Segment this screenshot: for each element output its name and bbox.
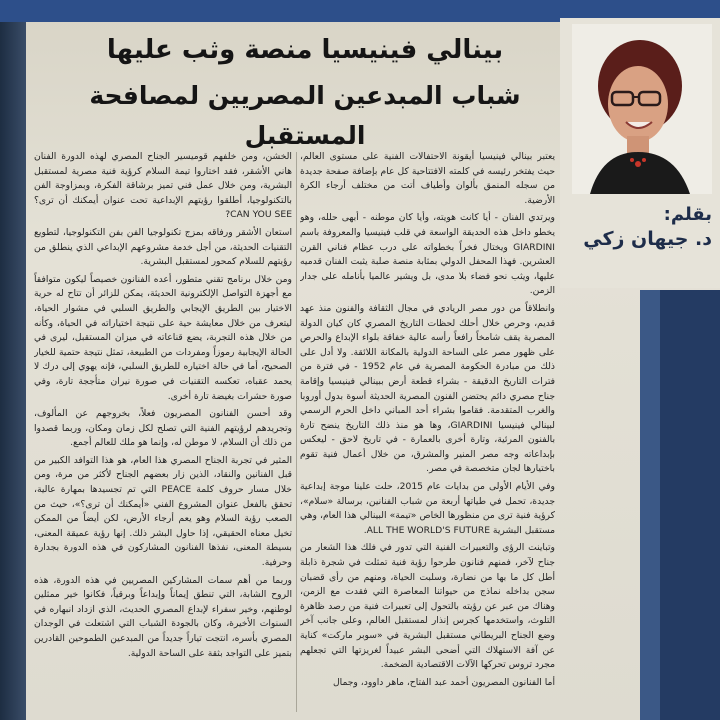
byline-label: بقلم:: [663, 204, 712, 225]
paragraph: ومن خلال برنامج تقني متطور، أعده الفنانون خصيصاً ليكون متوافقاً مع أجهزة التواصل الإلكترونية الحديثة، يمكن للزائر أن تتاح له حرية الاختيار بين الطريق الإيجابي والطريق السلبي في مشوار الحياة، ليتعرف من خلال معايشة حية على نتيجة اختياراته في الحياة، وكأنه من خلال هذه التجربة، يضع قناعاته في ميزان المستقبل، ليرى في الحالة الإيجابية رموزاً ومفردات من الطبيعة، تمثل نتيجة حتمية للخيار الصحيح، أما في حالة اختياره للطريق السلبي، فإنه يهوي إلى درك لا يحمد عقباه، تعكسه التقنيات في صورة نيران متأججة تارة، وفي صورة حشرات بغيضة تارة أخرى.: [34, 273, 292, 402]
paragraph: وقد أحسن الفنانون المصريون فعلاً، بخروجهم عن المألوف، وتجريدهم لرؤيتهم الفنية التي تصلح لكل زمان ومكان، وربما قصدوا من ذلك أن السلام، لا موطن له، وإنما هو ملك للعالم أجمع.: [34, 408, 292, 449]
paragraph: وربما من أهم سمات المشاركين المصريين في هذه الدورة، هذه الروح الشابة، التي تنطق إيماناً وإبداعاً وبرقياً، فكانوا خير ممثلين لوطنهم، وخير سفراء لإبداع المصري الحديث، الذي ازداد انبهاره في السنوات الأخيرة، وكان بالجودة الشباب التي اشتعلت في الوجدان المصري بأسره، انتجت تياراً جديداً من المبدعين الطموحين القادرين بتميز على التواجد بثقة على الساحة الدولية.: [34, 574, 292, 659]
paragraph: وتباينت الرؤى والتعبيرات الفنية التي تدور في فلك هذا الشعار من جناح لآخر، فمنهم فنانون طرحوا رؤية فنية تمثلت في شجرة ذابلة أطل كل ما بها من نضارة، وسلبت الحياة، ومنهم من رأى قضبان سجن بداخله نماذج من حيواتنا المعاصرة التي فقدت مع الزمن، وهناك من عبر عن رؤيته بالتحول إلى تعبيرات فنية من رصد ظاهرة التلوث، واستخدمها كجرس إنذار لمستقبل العالم، وعلى جانب آخر وضع الجناح البريطاني مستقبل البشرية في «سوبر ماركت» كناية عن آفة الاستهلاك التي أضحى البشر عبيداً لغريزتها التي تجعلهم مجرد تروس تحركها الآلات الاقتصادية الضخمة.: [300, 542, 555, 671]
right-page-edge: [640, 290, 720, 720]
headline-line-2: شباب المبدعين المصريين لمصافحة المستقبل: [89, 81, 521, 150]
paragraph: الخشن، ومن خلفهم قوميسير الجناح المصري لهذه الدورة الفنان هاني الأشقر، فقد اختاروا تيمة السلام كرؤية فنية مصرية لمستقبل البشرية، ومن خلال عمل فني تميز برشاقة الفكرة، وبمزاوجة الفن بالتكنولوجيا، أطلقوا رؤيتهم الإبداعية تحت عنوان أيمكنك أن ترى؟ CAN YOU SEE?: [34, 151, 292, 221]
article-column-left: [34, 150, 292, 720]
article-column-right: [300, 150, 555, 720]
paragraph: وفي الأيام الأولى من بدايات عام 2015، حلت علينا موجة إبداعية جديدة، تحمل في طياتها أربعة من شباب الفنانين، برسالة «سلام»، كرؤية فنية ترى من منظورها الخاص «تيمة» البينالي هذا العام، وهي مستقبل البشرية ALL THE WORLD'S FUTURE.: [300, 481, 555, 536]
left-page-edge: [0, 22, 26, 720]
column-divider: [296, 152, 297, 712]
author-name: د. جيهان زكي: [583, 228, 712, 250]
paragraph: استعان الأشقر ورفاقه بمزج تكنولوجيا الفن بفن التكنولوجيا، لتطويع التقنيات الحديثة، من أجل خدمة مشروعهم الإبداعي الذي ينطلق من رؤيتهم للسلام كمحور لمستقبل البشرية.: [34, 226, 292, 268]
right-page-edge-inner: [640, 290, 660, 720]
headline: [60, 30, 550, 150]
paragraph: وانطلاقاً من دور مصر الريادي في مجال الثقافة والفنون منذ عهد قديم، وحرص خلال أحلك لحظات التاريخ المصري كان كيان الدولة المصرية يقف شامخاً رافعاً رأسه عالية خفاقة بلواء الإبداع والحرص على ظهور مصر على الساحة الدولية بالمكانة اللائقة. ولا أدل على ذلك من مبادرة الحكومة المصرية في عام 1952 - في فترة من فترات التاريخ الدقيقة - بشراء قطعة أرض ببينالي فينيسيا وإقامة جناح مصري دائم يحتضن الفنون المصرية الحديثة أسوة بدول أوروبا والغرب المتقدمة. فقاموا بشراء أحد المباني داخل الحرم الرسمي لبينالي فينيسيا GIARDINI، وها هو منذ ذلك التاريخ ينضح تارة بالفنون المرئية، وتارة أخرى بالعمارة - في تاريخ لاحق - ليعكس بإبداعاته وجه مصر المنير والمشرق، من خلال أعمال فنية تقوم باختيارها لجان متخصصة في مصر.: [300, 302, 555, 475]
author-photo: [572, 24, 712, 194]
paragraph: المثير في تجربة الجناح المصري هذا العام، هو هذا التوافد الكبير من قبل الفنانين والنقاد، الذين زار بعضهم الجناح لأكثر من مرة، ومن خلال مسار حروف كلمة PEACE التي تم تجسيدها بمهارة عالية، تحقق بالفعل عنوان المشروع الفني «أيمكنك أن ترى؟»، حيث من الصعب رؤية السلام وهو يعم أرجاء الأرض، لكن أيضاً من الممكن تخيل معناه الحقيقي، إذا حاول البشر ذلك. إنها رؤية عميقة المعنى، بسيطة المعنى، نفذها الفنانون المشاركون في هذه الدورة بجدارة وحرفية.: [34, 454, 292, 569]
paragraph: أما الفنانون المصريون أحمد عبد الفتاح، ماهر داوود، وجمال: [332, 676, 555, 688]
paragraph: يعتبر بينالي فينيسيا أيقونة الاحتفالات الفنية على مستوى العالم، حيث يفتخر رئيسه في كلمته الافتتاحية كل عام بإضافة صفحة جديدة من سجله المنمق بألوان وأطياف أتت من مختلف أرجاء الكرة الأرضية.: [300, 151, 555, 206]
headline-line-1: بينالي فينيسيا منصة وثب عليها: [106, 35, 504, 65]
paragraph: ويرتدي الفنان - أيا كانت هويته، وأيا كان موطنه - أبهى حلله، وهو يخطو داخل هذه الحديقة الواسعة في قلب فينيسيا والمعروفة باسم GIARDINI ويختال فخراً بخطواته على درب عظام فناني القرن العشرين. فهذا المحفل الدولي بمثابة منصة صلبة يثبت الفنان قدميه عليها، ويثب نحو فضاء بلا مدى، بل ويشير عالميا بأنامله على جدار الزمن.: [300, 212, 555, 297]
